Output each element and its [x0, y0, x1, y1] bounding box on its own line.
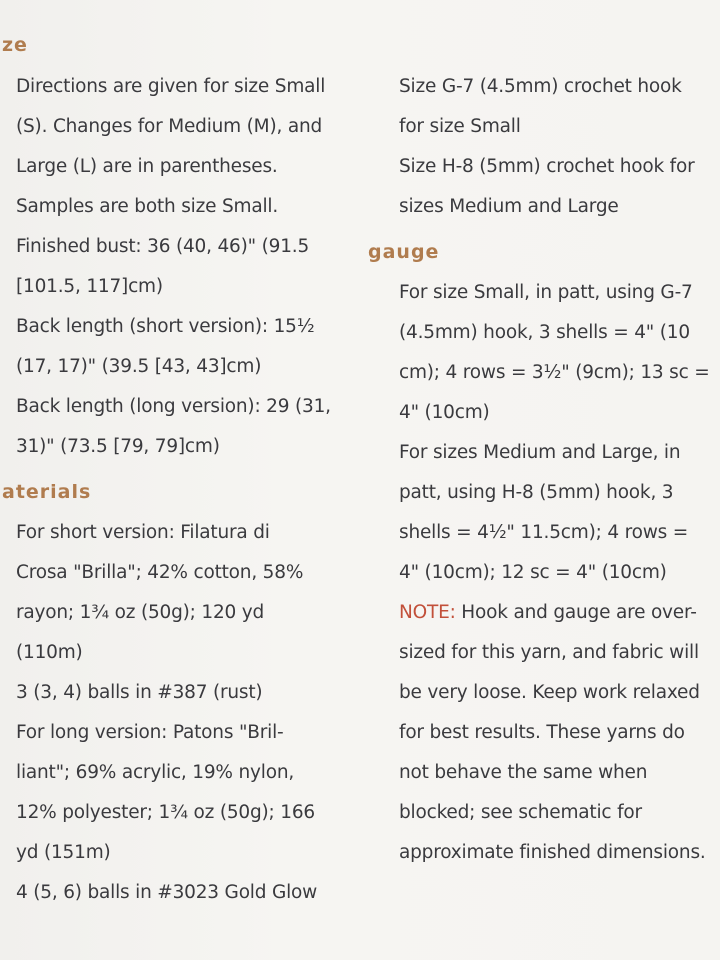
size-heading: ze [2, 34, 28, 56]
materials-line: liant"; 69% acrylic, 19% nylon, [16, 762, 295, 783]
hook-line: Size H-8 (5mm) crochet hook for [399, 156, 695, 177]
size-line: [101.5, 117]cm) [16, 276, 163, 297]
hook-line: for size Small [399, 116, 521, 137]
gauge-heading: gauge [368, 241, 440, 263]
gauge-line: cm); 4 rows = 3½" (9cm); 13 sc = [399, 362, 710, 383]
size-line: Samples are both size Small. [16, 196, 279, 217]
note-line: be very loose. Keep work relaxed [399, 682, 700, 703]
note-line: blocked; see schematic for [399, 802, 642, 823]
gauge-line: 4" (10cm) [399, 402, 490, 423]
size-line: 31)" (73.5 [79, 79]cm) [16, 436, 220, 457]
materials-line: yd (151m) [16, 842, 111, 863]
gauge-line: (4.5mm) hook, 3 shells = 4" (10 [399, 322, 690, 343]
materials-line: For long version: Patons "Bril- [16, 722, 284, 743]
size-line: (17, 17)" (39.5 [43, 43]cm) [16, 356, 262, 377]
hook-line: Size G-7 (4.5mm) crochet hook [399, 76, 682, 97]
note-line: sized for this yarn, and fabric will [399, 642, 699, 663]
note-label: NOTE: [399, 602, 456, 623]
note-line: not behave the same when [399, 762, 648, 783]
materials-line: rayon; 1¾ oz (50g); 120 yd [16, 602, 265, 623]
gauge-line: For size Small, in patt, using G-7 [399, 282, 693, 303]
note-line: for best results. These yarns do [399, 722, 685, 743]
hook-line: sizes Medium and Large [399, 196, 619, 217]
size-line: Back length (long version): 29 (31, [16, 396, 331, 417]
size-line: Finished bust: 36 (40, 46)" (91.5 [16, 236, 310, 257]
materials-line: 12% polyester; 1¾ oz (50g); 166 [16, 802, 315, 823]
materials-heading: aterials [2, 481, 92, 503]
materials-line: 4 (5, 6) balls in #3023 Gold Glow [16, 882, 318, 903]
size-line: Large (L) are in parentheses. [16, 156, 278, 177]
note-first-line [399, 603, 697, 623]
size-line: Back length (short version): 15½ [16, 316, 315, 337]
size-line: Directions are given for size Small [16, 76, 326, 97]
materials-line: 3 (3, 4) balls in #387 (rust) [16, 682, 263, 703]
note-text: Hook and gauge are over- [455, 602, 697, 623]
gauge-line: For sizes Medium and Large, in [399, 442, 681, 463]
gauge-line: 4" (10cm); 12 sc = 4" (10cm) [399, 562, 667, 583]
materials-line: Crosa "Brilla"; 42% cotton, 58% [16, 562, 304, 583]
gauge-line: shells = 4½" 11.5cm); 4 rows = [399, 522, 689, 543]
size-line: (S). Changes for Medium (M), and [16, 116, 323, 137]
gauge-line: patt, using H-8 (5mm) hook, 3 [399, 482, 674, 503]
materials-line: (110m) [16, 642, 83, 663]
note-line: approximate finished dimensions. [399, 842, 706, 863]
materials-line: For short version: Filatura di [16, 522, 270, 543]
